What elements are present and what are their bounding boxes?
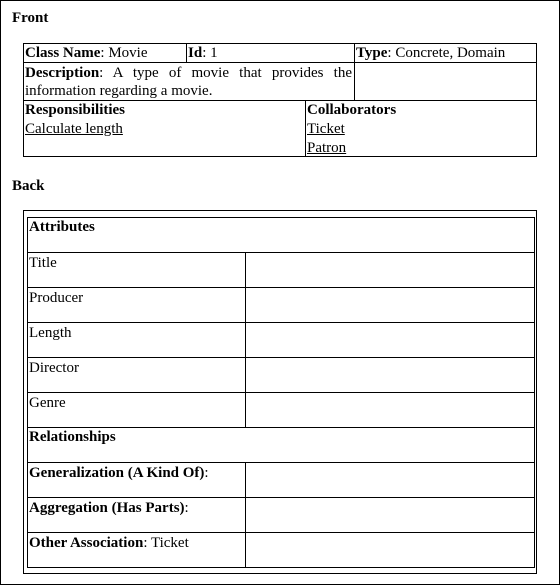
- attribute-name-cell: [28, 288, 246, 323]
- attribute-value-cell: [246, 253, 535, 288]
- id-field: [188, 44, 218, 62]
- other-association-value: : Ticket: [143, 535, 189, 551]
- attributes-header-row: [28, 218, 535, 253]
- generalization-cell: [28, 463, 246, 498]
- attribute-value-cell: [246, 288, 535, 323]
- divider: [354, 44, 355, 100]
- collaborator-item: Ticket: [307, 121, 345, 137]
- other-association-label: Other Association: [29, 535, 144, 551]
- id-value: : 1: [202, 45, 218, 61]
- attributes-header-cell: [28, 218, 535, 253]
- front-card: [23, 43, 537, 157]
- back-card: [23, 210, 537, 574]
- description-label: Description: [25, 65, 100, 81]
- divider: [305, 100, 306, 156]
- divider: [24, 62, 536, 63]
- attribute-value-cell: [246, 323, 535, 358]
- other-association-row: [28, 533, 535, 568]
- aggregation-field: [29, 498, 245, 517]
- attribute-value-cell: [246, 358, 535, 393]
- generalization-row: [28, 463, 535, 498]
- description-value: : A type of movie that provides the information regarding a movie.: [25, 65, 352, 99]
- front-heading: Front: [12, 10, 49, 26]
- collaborator-item: Patron: [307, 140, 347, 156]
- responsibilities-label: Responsibilities: [25, 102, 126, 118]
- attributes-label: Attributes: [29, 219, 95, 235]
- class-name-value: : Movie: [100, 45, 148, 61]
- generalization-label: Generalization (A Kind Of): [29, 465, 205, 481]
- aggregation-cell: [28, 498, 246, 533]
- attribute-name: Length: [29, 325, 72, 341]
- back-heading: Back: [12, 178, 45, 194]
- relationships-label: Relationships: [29, 429, 116, 445]
- class-name-label: Class Name: [25, 45, 101, 61]
- generalization-field: [29, 463, 245, 482]
- attribute-row: [28, 323, 535, 358]
- attribute-row: [28, 288, 535, 323]
- generalization-value-cell: [246, 463, 535, 498]
- other-association-cell: [28, 533, 246, 568]
- aggregation-row: [28, 498, 535, 533]
- attribute-name-cell: [28, 253, 246, 288]
- attribute-name: Title: [29, 255, 57, 271]
- aggregation-suffix: :: [184, 500, 189, 516]
- other-association-value-cell: [246, 533, 535, 568]
- attribute-name: Genre: [29, 395, 66, 411]
- relationships-header-row: [28, 428, 535, 463]
- generalization-suffix: :: [204, 465, 209, 481]
- type-label: Type: [356, 45, 388, 61]
- class-name-field: [25, 44, 148, 62]
- type-field: [356, 44, 505, 62]
- attribute-name: Producer: [29, 290, 84, 306]
- attribute-value-cell: [246, 393, 535, 428]
- divider: [186, 44, 187, 62]
- type-value: : Concrete, Domain: [387, 45, 506, 61]
- description-field: [25, 64, 352, 100]
- responsibility-item: Calculate length: [25, 121, 123, 137]
- attribute-name-cell: [28, 358, 246, 393]
- attribute-name-cell: [28, 393, 246, 428]
- attribute-row: [28, 393, 535, 428]
- aggregation-label: Aggregation (Has Parts): [29, 500, 185, 516]
- attribute-row: [28, 253, 535, 288]
- attribute-name-cell: [28, 323, 246, 358]
- relationships-header-cell: [28, 428, 535, 463]
- back-table: [27, 217, 535, 568]
- collaborators-label: Collaborators: [307, 102, 397, 118]
- aggregation-value-cell: [246, 498, 535, 533]
- other-association-field: [29, 533, 245, 552]
- id-label: Id: [188, 45, 203, 61]
- attribute-row: [28, 358, 535, 393]
- attribute-name: Director: [29, 360, 79, 376]
